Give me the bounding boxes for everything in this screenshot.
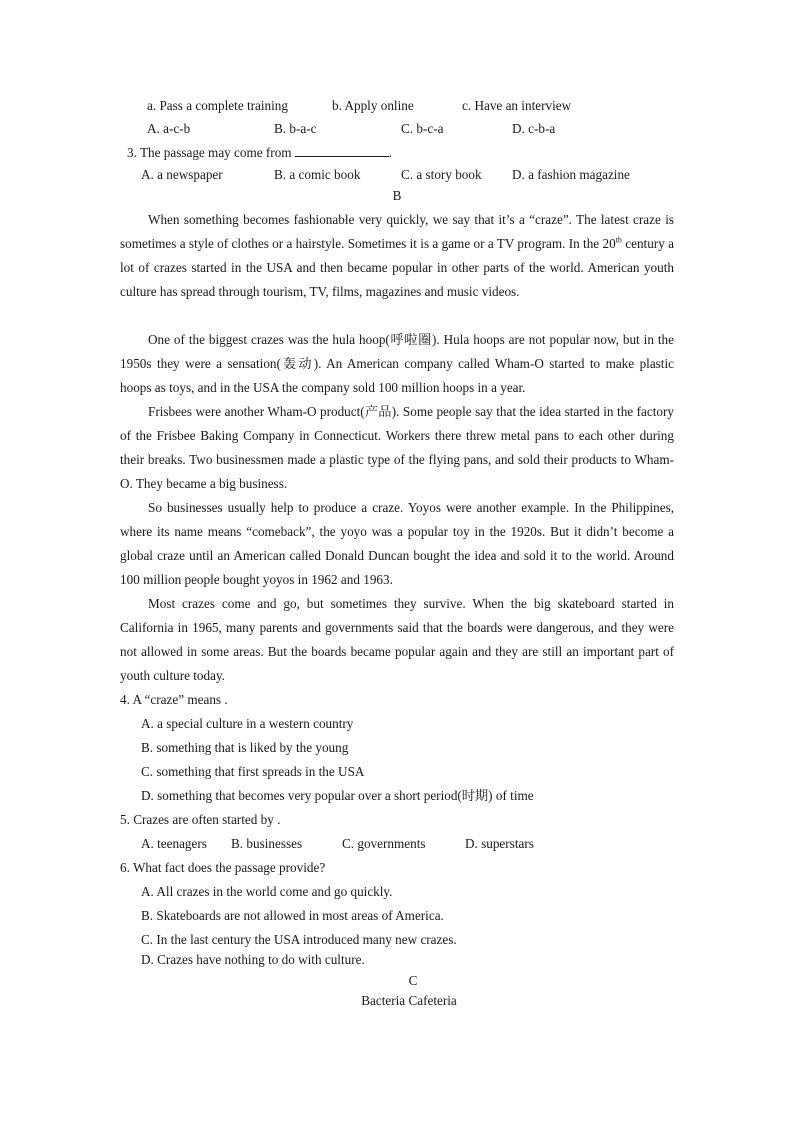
q3-option-b: B. a comic book [274, 167, 361, 182]
q4-stem: 4. A “craze” means . [120, 692, 228, 707]
q2-step-b: b. Apply online [332, 98, 414, 113]
q2-step-c: c. Have an interview [462, 98, 572, 113]
q3-option-d: D. a fashion magazine [512, 167, 630, 182]
passage-paragraph-5: Most crazes come and go, but sometimes they survive. When the big skateboard started in California in 1965, many parents and governments said that the boards were dangerous, and they were not allowed in some areas. But the boards became popular again and they are still an important part of youth culture today. [120, 596, 674, 683]
q2-option-c: C. b-c-a [401, 121, 444, 136]
q6-option-d: D. Crazes have nothing to do with culture. [141, 952, 365, 967]
q3-stem: 3. The passage may come from . [127, 145, 392, 160]
q2-option-a: A. a-c-b [147, 121, 191, 136]
q2-option-d: D. c-b-a [512, 121, 556, 136]
q5-option-a: A. teenagers [141, 836, 207, 851]
q5-option-c: C. governments [342, 836, 426, 851]
answer-blank [295, 145, 389, 157]
q6-stem: 6. What fact does the passage provide? [120, 860, 326, 875]
q4-option-b: B. something that is liked by the young [141, 740, 349, 755]
section-c-title: Bacteria Cafeteria [361, 993, 457, 1008]
q4-option-c: C. something that first spreads in the USA [141, 764, 365, 779]
section-b-label: B [392, 188, 402, 203]
q6-option-b: B. Skateboards are not allowed in most areas of America. [141, 908, 444, 923]
q6-option-a: A. All crazes in the world come and go quickly. [141, 884, 393, 899]
passage-paragraph-2: One of the biggest crazes was the hula hoop(呼啦圈). Hula hoops are not popular now, but in the 1950s they were a sensation(轰动). An American company called Wham-O started to make plastic hoops as toys, and in the USA the company sold 100 million hoops in a year. [120, 332, 674, 395]
q4-option-a: A. a special culture in a western country [141, 716, 354, 731]
passage-paragraph-4: So businesses usually help to produce a craze. Yoyos were another example. In the Philippines, where its name means “comeback”, the yoyo was a popular toy in the 1920s. But it didn’t become a global craze until an American called Donald Duncan bought the idea and sold it to the world. Around 100 million people bought yoyos in 1962 and 1963. [120, 500, 674, 587]
q3-option-a: A. a newspaper [141, 167, 223, 182]
q5-option-b: B. businesses [231, 836, 303, 851]
q5-option-d: D. superstars [465, 836, 534, 851]
q2-step-a: a. Pass a complete training [147, 98, 288, 113]
section-c-label: C [408, 973, 418, 988]
passage-paragraph-1: When something becomes fashionable very quickly, we say that it’s a “craze”. The latest craze is sometimes a style of clothes or a hairstyle. Sometimes it is a game or a TV program. In the 20th century a lot of crazes started in the USA and then became popular in other parts of the world. American youth culture has spread through tourism, TV, films, magazines and music videos. [120, 212, 674, 299]
q6-option-c: C. In the last century the USA introduced many new crazes. [141, 932, 457, 947]
q4-option-d: D. something that becomes very popular over a short period(时期) of time [141, 788, 534, 803]
q2-option-b: B. b-a-c [274, 121, 317, 136]
passage-paragraph-3: Frisbees were another Wham-O product(产品). Some people say that the idea started in the factory of the Frisbee Baking Company in Connecticut. Workers there threw metal pans to each other during their breaks. Two businessmen made a plastic type of the flying pans, and sold their products to Wham-O. They became a big business. [120, 404, 674, 491]
q5-stem: 5. Crazes are often started by . [120, 812, 281, 827]
q3-option-c: C. a story book [401, 167, 482, 182]
